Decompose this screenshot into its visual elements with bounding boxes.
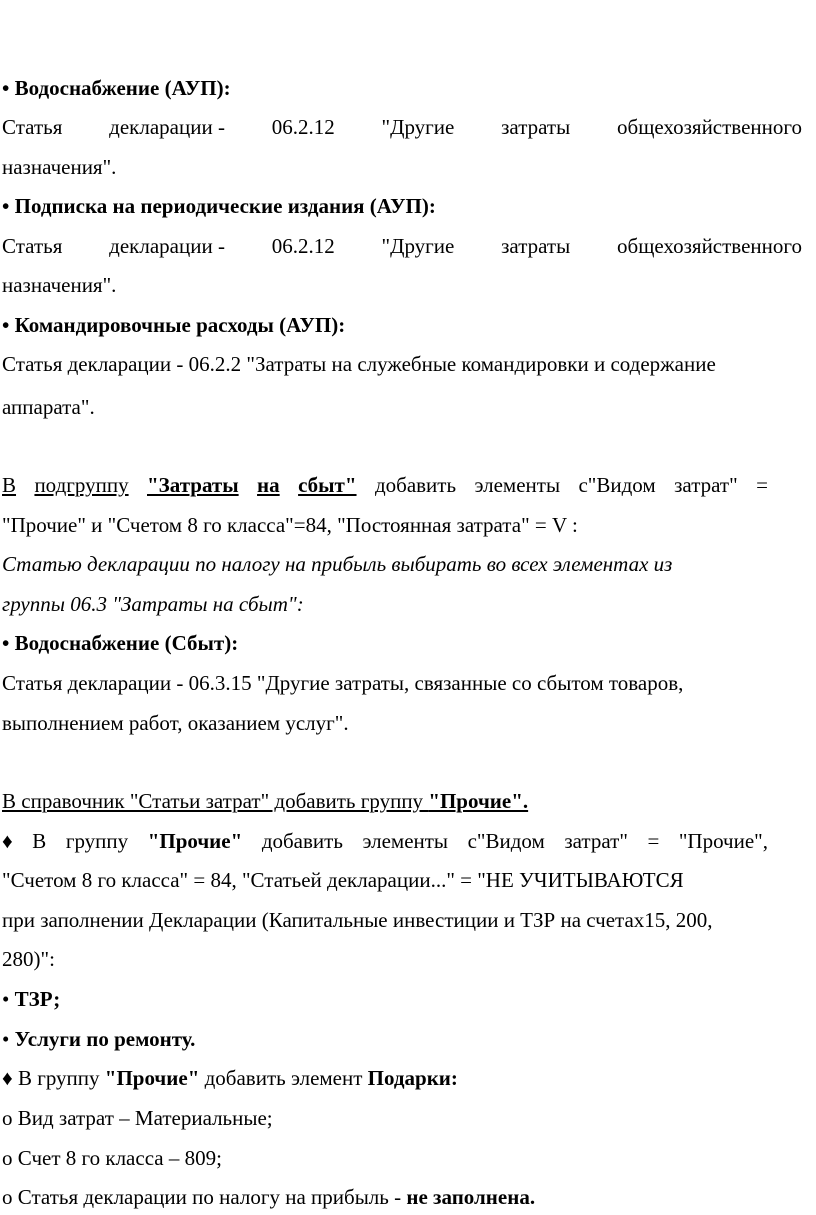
word: общехозяйственного [617,234,802,258]
word: с"Видом [578,473,656,497]
word: В [32,829,47,853]
text: Статья декларации по налогу на прибыль - [12,1185,407,1209]
prochie-group1-line3: при заполнении Декларации (Капитальные инвестиции и ТЗР на счетах15, 200, [2,908,713,932]
heading-water-aup [2,78,231,99]
word: на [257,473,280,497]
word: добавить [261,829,343,853]
word: "Затраты [147,473,239,497]
prochie-group2-line [2,1068,458,1089]
word: "Другие [381,234,455,258]
word: Статья [2,115,63,139]
word: В [2,473,17,497]
word: "Прочие" [147,829,243,853]
heading-text: Водоснабжение (Сбыт): [14,631,239,655]
text-bold: Подарки: [367,1066,458,1090]
text: добавить элемент [199,1066,368,1090]
prochie-intro [2,791,528,812]
bullet-icon: • [2,76,10,100]
bullet-icon: • [2,987,10,1011]
text-bold: "Прочие" [104,1066,200,1090]
sub-item-account [2,1148,222,1169]
sbyt-body1: Статья декларации - 06.3.15 "Другие затраты, связанные со сбытом товаров, [2,671,684,695]
heading-text: Командировочные расходы (АУП): [14,313,346,337]
text: Счет 8 го класса – 809; [12,1146,222,1170]
bullet-icon: • [2,1027,10,1051]
word: подгруппу [34,473,129,497]
item-tzr [2,989,60,1010]
word: общехозяйственного [617,115,802,139]
circle-bullet-icon: o [2,1185,13,1209]
circle-bullet-icon: o [2,1146,13,1170]
bullet-icon: • [2,313,10,337]
word: Статья [2,234,63,258]
circle-bullet-icon: o [2,1106,13,1130]
word: = [756,473,768,497]
sec2-line2: назначения". [2,273,117,297]
sub-item-declaration [2,1187,535,1208]
word: затрат" [674,473,738,497]
word: добавить [374,473,457,497]
prochie-group1-line4: 280)": [2,947,55,971]
sbyt-intro-line [2,475,768,496]
word: затраты [501,115,571,139]
sbyt-body2: выполнением работ, оказанием услуг". [2,711,349,735]
sec1-line2: назначения". [2,155,117,179]
word: с"Видом [467,829,545,853]
heading-text: Подписка на периодические издания (АУП): [14,194,436,218]
word: = [647,829,660,853]
heading-travel-aup [2,315,345,336]
item-text: ТЗР; [14,987,61,1011]
prochie-group1-line2: "Счетом 8 го класса" = 84, "Статьей декларации..." = "НЕ УЧИТЫВАЮТСЯ [2,868,684,892]
word: декларации - [109,234,225,258]
sbyt-italic2: группы 06.3 "Затраты на сбыт": [2,592,304,616]
word: 06.2.12 [271,234,335,258]
sub-item-cost-type [2,1108,273,1129]
intro-bold: "Прочие". [428,789,529,813]
word: затрат" [564,829,628,853]
intro-text: В справочник "Статьи затрат" добавить группу [2,789,429,813]
bullet-icon: • [2,194,10,218]
sbyt-line2: "Прочие" и "Счетом 8 го класса"=84, "Постоянная затрата" = V : [2,513,578,537]
item-text: Услуги по ремонту. [14,1027,196,1051]
word: затраты [501,234,571,258]
heading-text: Водоснабжение (АУП): [14,76,231,100]
word: 06.2.12 [271,115,335,139]
diamond-icon: ♦ [2,829,13,853]
diamond-icon: ♦ [2,1066,13,1090]
text-bold: не заполнена. [406,1185,536,1209]
word: сбыт" [298,473,357,497]
word: группу [65,829,129,853]
text: В группу [12,1066,105,1090]
word: "Прочие", [678,829,768,853]
word: элементы [362,829,449,853]
text: Вид затрат – Материальные; [12,1106,273,1130]
sec3-line1: Статья декларации - 06.2.2 "Затраты на служебные командировки и содержание [2,352,716,376]
sbyt-italic1: Статью декларации по налогу на прибыль выбирать во всех элементах из [2,552,673,576]
heading-water-sbyt [2,633,238,654]
word: декларации - [109,115,225,139]
prochie-group1-line1 [2,831,768,852]
word: "Другие [381,115,455,139]
heading-subscription-aup [2,196,436,217]
bullet-icon: • [2,631,10,655]
sec1-line1 [2,117,802,138]
sec3-line2: аппарата". [2,395,95,419]
word: элементы [474,473,561,497]
item-repair [2,1029,195,1050]
sec2-line1 [2,236,802,257]
